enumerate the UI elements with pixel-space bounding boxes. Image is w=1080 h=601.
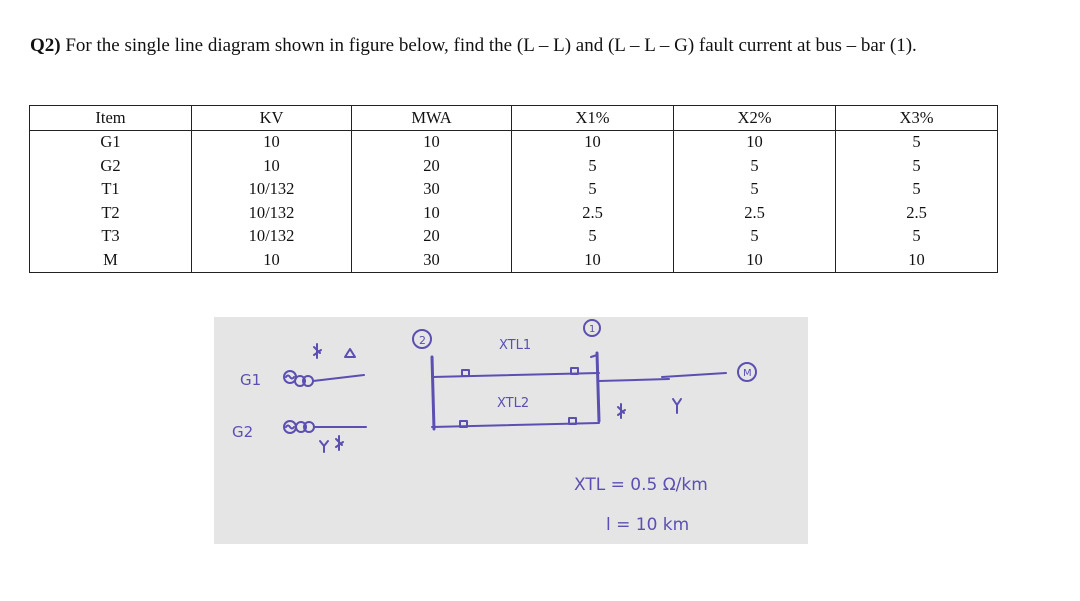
table-cell: 5	[512, 178, 674, 202]
table-header: KV	[192, 106, 352, 131]
table-cell: 10	[674, 248, 836, 272]
table-cell: 10	[836, 248, 998, 272]
wye-symbol	[320, 441, 328, 452]
table-cell: 5	[836, 130, 998, 154]
table-header: X2%	[674, 106, 836, 131]
g1-label: G1	[240, 371, 262, 389]
table-cell: 5	[512, 154, 674, 178]
bus-2	[432, 357, 434, 429]
table-cell: 5	[512, 225, 674, 249]
table-cell: 5	[836, 154, 998, 178]
table-cell: 20	[352, 154, 512, 178]
xtl2-label: XTL2	[497, 396, 530, 411]
breaker	[462, 370, 469, 376]
wye-symbol	[673, 399, 681, 413]
table-cell: 5	[674, 178, 836, 202]
bus-1	[597, 353, 599, 421]
length-label: l = 10 km	[606, 515, 690, 535]
winding-symbol	[336, 436, 343, 450]
table-cell: 10	[512, 130, 674, 154]
table-header: Item	[30, 106, 192, 131]
single-line-diagram	[214, 317, 808, 544]
winding-symbol	[314, 344, 321, 358]
breaker	[460, 421, 467, 427]
table-cell: 10	[674, 130, 836, 154]
question-text	[30, 32, 1050, 59]
table-cell: 5	[836, 178, 998, 202]
table-cell: T3	[30, 225, 192, 249]
table-cell: 10/132	[192, 225, 352, 249]
table-cell: T1	[30, 178, 192, 202]
xtl-value-label: XTL = 0.5 Ω/km	[574, 475, 708, 495]
table-cell: 10	[192, 130, 352, 154]
table-cell: 10	[352, 130, 512, 154]
table-cell: G2	[30, 154, 192, 178]
table-cell: 10	[192, 154, 352, 178]
table-row	[30, 248, 998, 272]
question-number: Q2)	[30, 35, 61, 56]
xtl1-label: XTL1	[499, 338, 532, 353]
winding-symbol	[618, 404, 625, 418]
table-cell: 30	[352, 248, 512, 272]
table-cell: 5	[674, 154, 836, 178]
parameters-table	[29, 105, 998, 273]
table-row	[30, 154, 998, 178]
question-body: For the single line diagram shown in figure below, find the (L – L) and (L – L – G) fault current at bus – bar (1).	[65, 35, 917, 56]
breaker	[569, 418, 576, 424]
table-header: X3%	[836, 106, 998, 131]
table-cell: 10	[192, 248, 352, 272]
breaker	[571, 368, 578, 374]
motor-line	[662, 373, 726, 377]
table-header: MWA	[352, 106, 512, 131]
single-line-diagram-photo	[214, 317, 808, 544]
table-row	[30, 225, 998, 249]
t1-line	[313, 375, 364, 381]
table-header: X1%	[512, 106, 674, 131]
table-row	[30, 178, 998, 202]
table-cell: 10	[352, 201, 512, 225]
delta-symbol	[345, 349, 355, 357]
table-cell: 5	[836, 225, 998, 249]
table-cell: 5	[674, 225, 836, 249]
generator-g2-wave	[286, 426, 294, 429]
bus-1-label: 1	[589, 324, 596, 335]
table-header-row	[30, 106, 998, 131]
table-cell: 2.5	[512, 201, 674, 225]
table-row	[30, 130, 998, 154]
table-cell: 20	[352, 225, 512, 249]
table-cell: 10	[512, 248, 674, 272]
table-cell: 10/132	[192, 178, 352, 202]
table-cell: T2	[30, 201, 192, 225]
table-row	[30, 201, 998, 225]
table-cell: 2.5	[674, 201, 836, 225]
motor-label: M	[743, 368, 752, 379]
table-cell: 30	[352, 178, 512, 202]
table-cell: G1	[30, 130, 192, 154]
generator-g1-wave	[286, 376, 294, 379]
t3-line	[599, 379, 669, 381]
table-cell: 2.5	[836, 201, 998, 225]
table-cell: 10/132	[192, 201, 352, 225]
bus-2-label: 2	[419, 334, 426, 347]
table-cell: M	[30, 248, 192, 272]
g2-label: G2	[232, 423, 254, 441]
